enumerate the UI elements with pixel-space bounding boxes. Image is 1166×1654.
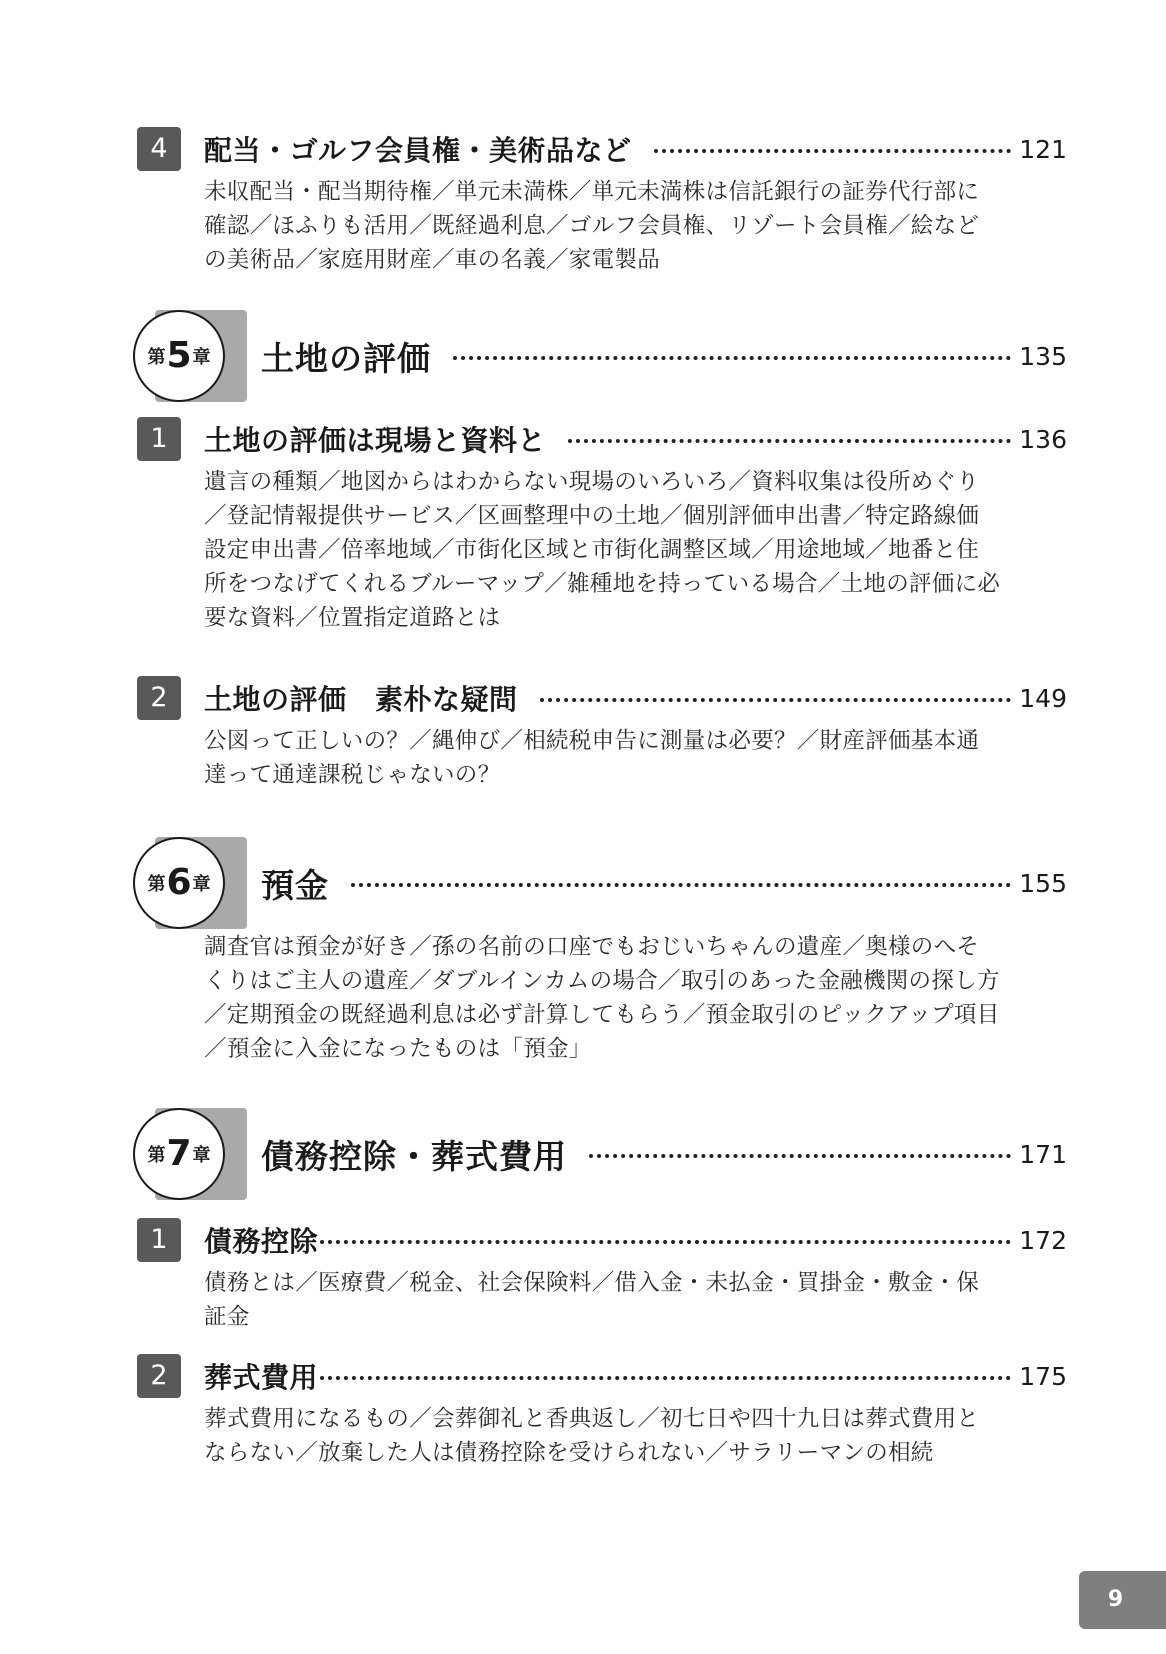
chapter-title: 債務控除・葬式費用 <box>261 1136 567 1176</box>
section-description: 公図って正しいの？／縄伸び／相続税申告に測量は必要？／財産評価基本通 達って通達課税じゃないの？ <box>204 728 980 788</box>
page-number: 149 <box>1019 683 1067 713</box>
chapter-number: 6 <box>166 861 192 903</box>
page-number: 135 <box>1019 341 1067 371</box>
section-description: 未収配当・配当期待権／単元未満株／単元未満株は信託銀行の証券代行部に 確認／ほふりも活用／既経過利息／ゴルフ会員権、リゾート会員権／絵など の美術品／家庭用財産／車の名義／家電製品 <box>204 179 980 273</box>
toc-entry-ch7-section-2[interactable] <box>137 1354 1067 1470</box>
toc-chapter-6[interactable] <box>133 837 1067 929</box>
section-description: 葬式費用になるもの／会葬御礼と香典返し／初七日や四十九日は葬式費用と ならない／放棄した人は債務控除を受けられない／サラリーマンの相続 <box>204 1406 980 1466</box>
chapter-badge-circle: 第 5 章 <box>133 310 225 402</box>
section-description: 遺言の種類／地図からはわからない現場のいろいろ／資料収集は役所めぐり ／登記情報提供サービス／区画整理中の土地／個別評価申出書／特定路線価 設定申出書／倍率地域／市街化区域と市街化調整区域／用途地域／地番と住 所をつなげてくれるブルーマップ／雑種地を持っている場合／土地の評価に必 要な資料／位置指定道路とは <box>204 469 1001 631</box>
page-number: 121 <box>1019 134 1067 164</box>
section-number-badge: 2 <box>137 1354 181 1398</box>
toc-entry-section-4[interactable] <box>137 127 1067 277</box>
section-title: 土地の評価は現場と資料と <box>204 424 547 457</box>
toc-entry-ch5-section-2[interactable] <box>137 676 1067 792</box>
dot-leader <box>589 1154 1011 1158</box>
dot-leader <box>351 883 1011 887</box>
chapter-description: 調査官は預金が好き／孫の名前の口座でもおじいちゃんの遺産／奥様のへそ くりはご主人の遺産／ダブルインカムの場合／取引のあった金融機関の探し方 ／定期預金の既経過利息は必ず計算してもらう／預金取引のピックアップ項目 ／預金に入金になったものは「預金」 <box>204 934 1000 1062</box>
section-title: 債務控除 <box>204 1225 319 1258</box>
chapter-number: 7 <box>166 1132 192 1174</box>
chapter-title: 土地の評価 <box>261 338 431 378</box>
section-number-badge: 2 <box>137 676 181 720</box>
dot-leader <box>320 1240 1011 1244</box>
dot-leader <box>320 1376 1011 1380</box>
dot-leader <box>453 356 1011 360</box>
page-number: 171 <box>1019 1139 1067 1169</box>
toc-entry-ch7-section-1[interactable] <box>137 1218 1067 1334</box>
toc-entry-ch5-section-1[interactable] <box>137 417 1067 635</box>
section-number-badge: 1 <box>137 417 181 461</box>
toc-chapter-5[interactable] <box>133 310 1067 402</box>
section-title: 配当・ゴルフ会員権・美術品など <box>204 134 632 167</box>
section-number-badge: 4 <box>137 127 181 171</box>
toc-chapter-6-description <box>137 930 1067 1066</box>
page-number: 175 <box>1019 1361 1067 1391</box>
chapter-title: 預金 <box>261 865 329 905</box>
chapter-badge-circle: 第 7 章 <box>133 1108 225 1200</box>
section-title: 葬式費用 <box>204 1361 319 1394</box>
page-number: 172 <box>1019 1225 1067 1255</box>
dot-leader <box>540 698 1012 702</box>
section-title: 土地の評価 素朴な疑問 <box>204 683 518 716</box>
chapter-number: 5 <box>166 334 192 376</box>
page-number-badge: 9 <box>1079 1571 1166 1629</box>
chapter-badge-circle: 第 6 章 <box>133 837 225 929</box>
page-number: 136 <box>1019 424 1067 454</box>
dot-leader <box>568 439 1011 443</box>
toc-chapter-7[interactable] <box>133 1108 1067 1200</box>
section-description: 債務とは／医療費／税金、社会保険料／借入金・未払金・買掛金・敷金・保 証金 <box>204 1270 980 1330</box>
dot-leader <box>654 149 1012 153</box>
section-number-badge: 1 <box>137 1218 181 1262</box>
page-number: 155 <box>1019 868 1067 898</box>
